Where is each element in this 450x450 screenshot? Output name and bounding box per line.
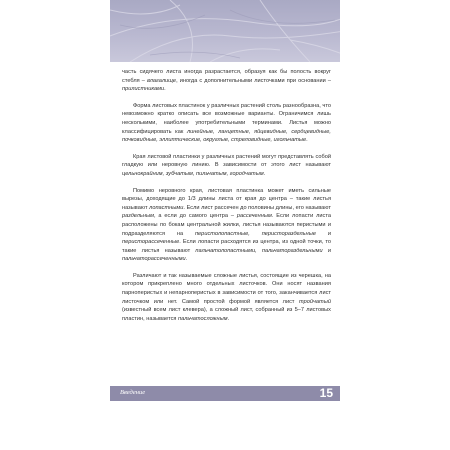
text-run: . Если лист рассечен до половины длины, его называют [183, 204, 331, 211]
text-run: . [263, 170, 266, 177]
leaf-texture-image [110, 0, 340, 62]
text-run: и [322, 247, 332, 254]
italic-term: перисторассеченные [122, 239, 180, 246]
italic-term: пальчаторассеченными [122, 256, 186, 263]
text-run: . [185, 256, 188, 263]
italic-term: тройчатый [298, 298, 331, 305]
text-run: Помимо неровного края, листовая пластинка может иметь сильные вырезы, доходящие до 1/3 длины листа от края до центра – такие листья называют [122, 187, 331, 211]
italic-term: лопастными [149, 204, 184, 211]
paragraph [122, 102, 331, 145]
text-run: . [164, 86, 166, 93]
text-run: и [316, 230, 331, 237]
italic-term: рассеченным [236, 213, 272, 220]
italic-term: перистолопастные, перистораздельные [194, 230, 317, 237]
italic-term: влагалище [147, 77, 177, 84]
text-run: . [306, 137, 308, 144]
text-run: (известный всем лист клевера), а сложный лист, собранный из 5–7 листовых пластин, называется [122, 307, 331, 322]
text-run: , а если до самого центра – [153, 213, 237, 220]
text-run: , иногда с дополнительными листочками при основании – [176, 77, 331, 84]
paragraph [122, 272, 331, 324]
text-run: Края листовой пластинки у различных растений могут представлять собой гладкую или неровную линию. В зависимости от этого лист называют [122, 153, 331, 169]
italic-term: прилистниками [122, 86, 165, 93]
paragraph [122, 187, 331, 264]
italic-term: цельнокрайним, зубчатым, пильчатым, городчатым [122, 170, 264, 177]
italic-term: пальчатолопастными, пальчатораздельными [195, 247, 323, 254]
italic-term: раздельным [122, 213, 154, 220]
text-run: . Если лопасти расходятся из центра, из одной точки, то такие листья называют [122, 239, 331, 254]
header-decorative-band [110, 0, 340, 62]
text-run: . Если лопасти листа расположены по бокам центральной жилки, листья называются перистыми и подразделяются на [122, 213, 332, 237]
text-run: Различают и так называемые сложные листья, состоящие из черешка, на котором прикреплено много отдельных листочков. Они носят названия парноперистых и непарноперистых в зависимости от того, заканчивается лист листочком или нет. Самой простой формой является лист [122, 272, 331, 305]
running-footer-section: Введение [120, 389, 146, 396]
italic-term: пальчатосложным [178, 315, 228, 322]
page-number: 15 [319, 386, 333, 400]
paragraph [122, 153, 331, 179]
text-run: часть сидячего листа иногда разрастается, образуя как бы полость вокруг стебля – [122, 69, 331, 84]
paragraph [122, 68, 331, 94]
italic-term: линейные, ланцетные, яйцевидные, сердцевидные, почковидные, эллиптические, округлые, стреловидные, игольчатые [122, 128, 331, 144]
text-run: Форма листовых пластинок у различных растений столь разнообразна, что невозможно кратко описать все возможные варианты. Ограничимся лишь несколькими, наиболее употребительными терминами. Листья можно классифицировать как [122, 102, 331, 135]
text-run: . [227, 315, 230, 322]
page-text [122, 68, 331, 331]
